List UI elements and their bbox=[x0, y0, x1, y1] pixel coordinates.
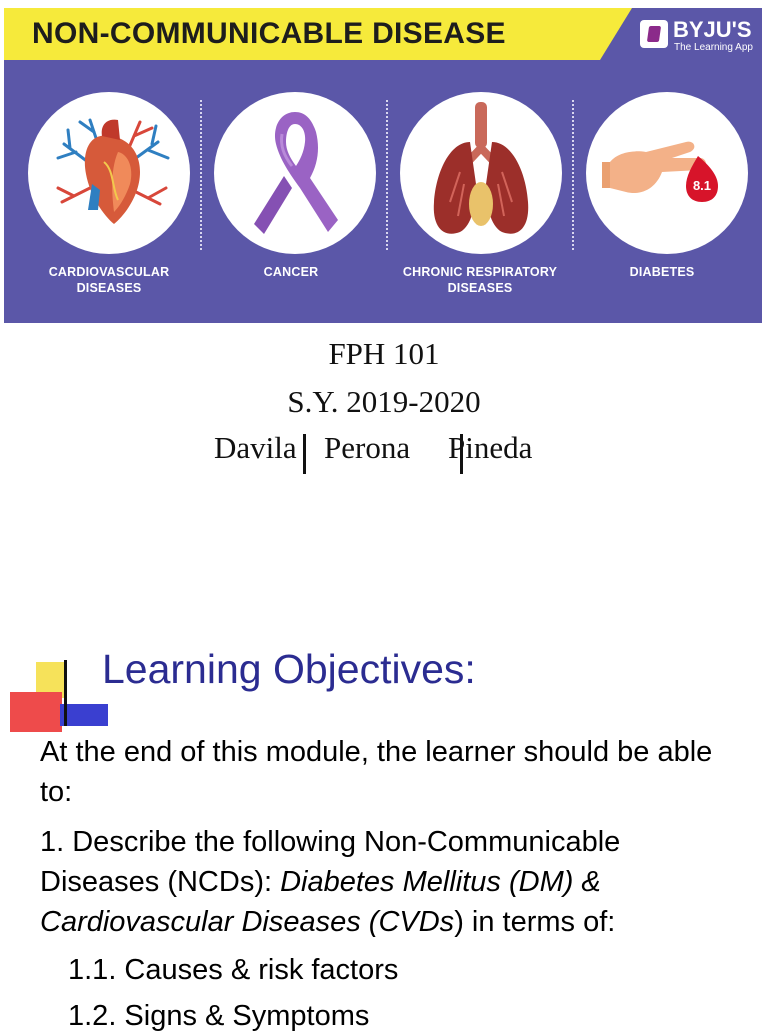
cancer-label bbox=[201, 264, 381, 280]
author-separator bbox=[303, 434, 306, 474]
label-line: DIABETES bbox=[629, 265, 695, 279]
divider bbox=[200, 100, 202, 250]
label-line: DISEASES bbox=[447, 281, 513, 295]
banner-title: NON-COMMUNICABLE DISEASE bbox=[32, 17, 506, 50]
brand-mark-icon bbox=[640, 20, 668, 48]
label-line: CHRONIC RESPIRATORY bbox=[402, 265, 558, 279]
objective-subitem: 1.1. Causes & risk factors bbox=[68, 954, 399, 986]
red-square-decoration bbox=[10, 692, 62, 732]
course-code: FPH 101 bbox=[328, 336, 440, 371]
brand-tagline: The Learning App bbox=[674, 42, 753, 53]
author-name: Perona bbox=[324, 430, 411, 465]
cardiovascular-circle bbox=[28, 92, 190, 254]
label-line: DISEASES bbox=[76, 281, 142, 295]
vertical-rule-decoration bbox=[64, 660, 67, 726]
divider bbox=[572, 100, 574, 250]
divider bbox=[386, 100, 388, 250]
item-emphasis: Diabetes Mellitus (DM) & Cardiovascular Diseases (CVDs bbox=[40, 866, 601, 938]
objectives-intro: At the end of this module, the learner should be able to: bbox=[40, 736, 713, 808]
diabetes-label bbox=[572, 264, 752, 280]
label-line: CANCER bbox=[263, 265, 319, 279]
respiratory-circle bbox=[400, 92, 562, 254]
blood-sugar-readout: 8.1 bbox=[692, 178, 712, 193]
school-year: S.Y. 2019-2020 bbox=[287, 384, 481, 419]
blue-square-decoration bbox=[60, 704, 108, 726]
cardiovascular-label bbox=[19, 264, 199, 296]
awareness-ribbon-icon bbox=[214, 92, 376, 254]
item-text: 1. Describe the following Non-Communicable Diseases (NCDs): bbox=[40, 826, 621, 898]
brand-logo bbox=[640, 18, 758, 54]
label-line: CARDIOVASCULAR bbox=[48, 265, 170, 279]
finger-blood-drop-icon bbox=[586, 92, 748, 254]
diabetes-circle bbox=[586, 92, 748, 254]
ncd-banner bbox=[4, 8, 762, 323]
heart-icon bbox=[28, 92, 190, 254]
cancer-circle bbox=[214, 92, 376, 254]
author-name: Pineda bbox=[448, 430, 533, 465]
item-text: ) in terms of: bbox=[454, 906, 616, 938]
objective-item-1 bbox=[40, 822, 740, 942]
lungs-icon bbox=[400, 92, 562, 254]
respiratory-label bbox=[390, 264, 570, 296]
author-name: Davila bbox=[214, 430, 297, 465]
objectives-title: Learning Objectives: bbox=[102, 646, 476, 692]
objective-subitem: 1.2. Signs & Symptoms bbox=[68, 1000, 370, 1032]
brand-name: BYJU'S bbox=[673, 17, 752, 42]
